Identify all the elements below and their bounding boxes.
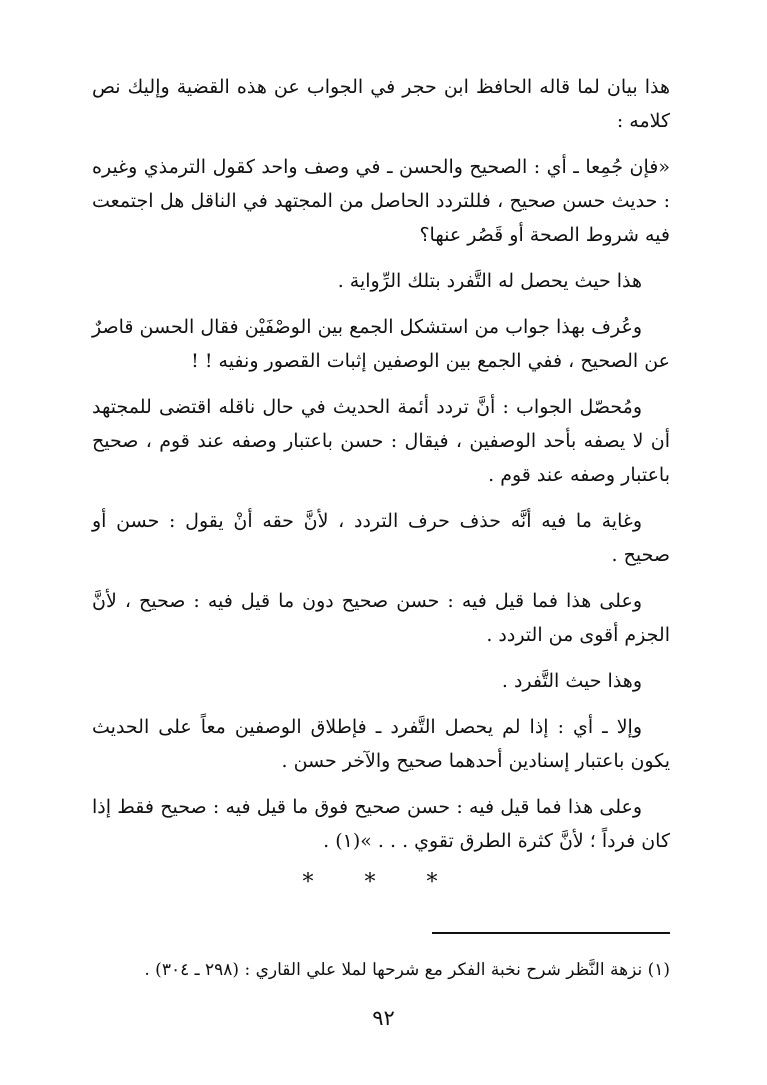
section-separator: * * *	[302, 870, 460, 895]
footnote-divider	[432, 932, 670, 934]
paragraph: وإلا ـ أي : إذا لم يحصل التَّفرد ـ فإطلاق الوصفين معاً على الحديث يكون باعتبار إسنادين أحدهما صحيح والآخر حسن .	[92, 716, 670, 772]
paragraph: ومُحصّل الجواب : أنَّ تردد أئمة الحديث في حال ناقله اقتضى للمجتهد أن لا يصفه بأحد الوصفين ، فيقال : حسن باعتبار وصفه عند قوم ، صحيح باعتبار وصفه عند قوم .	[92, 396, 670, 486]
page-body	[92, 70, 670, 1070]
paragraph: وعلى هذا فما قيل فيه : حسن صحيح فوق ما قيل فيه : صحيح فقط إذا كان فرداً ؛ لأنَّ كثرة الطرق تقوي . . . »(١) .	[92, 796, 670, 852]
quote-paragraph: «فإن جُمِعا ـ أي : الصحيح والحسن ـ في وصف واحد كقول الترمذي وغيره : حديث حسن صحيح ، فللتردد الحاصل من المجتهد في الناقل هل اجتمعت فيه شروط الصحة أو قَصُر عنها؟	[92, 156, 670, 246]
paragraph: وغاية ما فيه أنَّه حذف حرف التردد ، لأنَّ حقه أنْ يقول : حسن أو صحيح .	[92, 510, 670, 566]
intro-paragraph: هذا بيان لما قاله الحافظ ابن حجر في الجواب عن هذه القضية وإليك نص كلامه :	[92, 76, 670, 132]
paragraph: وعلى هذا فما قيل فيه : حسن صحيح دون ما قيل فيه : صحيح ، لأنَّ الجزم أقوى من التردد .	[92, 590, 670, 646]
paragraph: هذا حيث يحصل له التَّفرد بتلك الرِّواية .	[337, 270, 642, 292]
paragraph: وعُرف بهذا جواب من استشكل الجمع بين الوصْفَيْن فقال الحسن قاصرٌ عن الصحيح ، ففي الجمع بين الوصفين إثبات القصور ونفيه ! !	[92, 316, 670, 372]
footnote: (١) نزهة النَّظر شرح نخبة الفكر مع شرحها لملا علي القاري : (٢٩٨ ـ ٣٠٤) .	[144, 960, 670, 980]
page-number: ٩٢	[372, 1006, 395, 1030]
paragraph: وهذا حيث التَّفرد .	[501, 670, 642, 692]
